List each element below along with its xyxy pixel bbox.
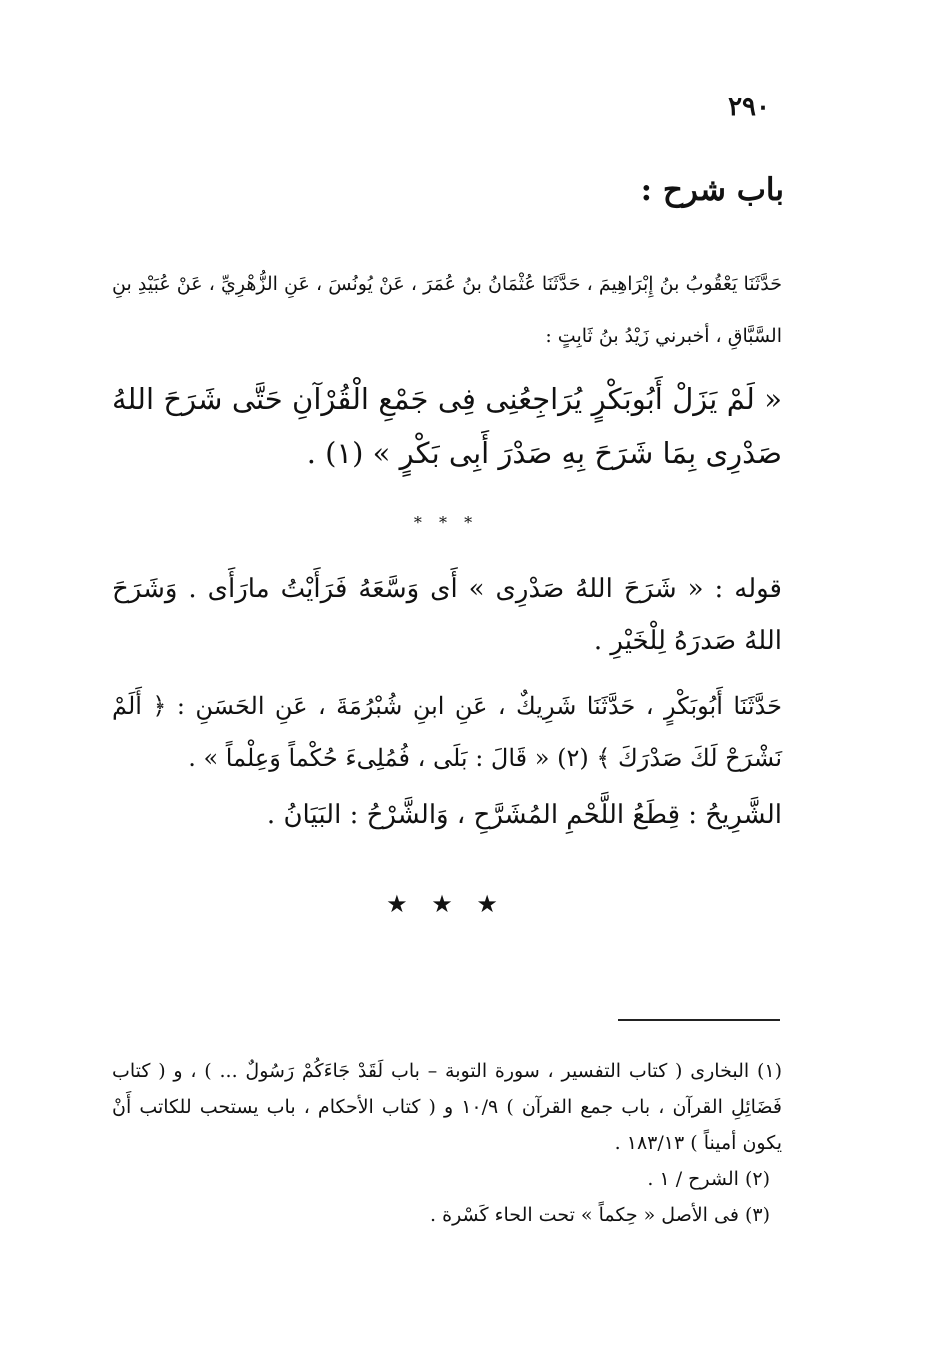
hadith-paragraph: « لَمْ يَزَلْ أَبُوبَكْرٍ يُرَاجِعُنِى فِى جَمْعِ الْقُرْآنِ حَتَّى شَرَحَ اللهُ صَدْرِى بِمَا شَرَحَ بِهِ صَدْرَ أَبِى بَكْرٍ » (١) . <box>112 382 782 470</box>
chapter-title: باب شرح : <box>640 172 784 208</box>
section-separator-small: * * * <box>413 513 479 532</box>
sharh-definition-paragraph: الشَّرِيحُ : قِطَعُ اللَّحْمِ المُشَرَّحِ ، وَالشَّرْحُ : البَيَانُ . <box>266 800 782 830</box>
footnote-divider <box>618 1019 780 1021</box>
section-separator-big: ★ ★ ★ <box>386 890 506 918</box>
footnote-1: (١) البخارى ( كتاب التفسير ، سورة التوبة – باب لَقَدْ جَاءَكُمْ رَسُولٌ ... ) ، و ( كتاب فَضَائِلِ القرآن ، باب جمع القرآن ) ١٠/٩ و ( كتاب الأحكام ، باب يستحب للكاتب أَنْ يكون أميناً ) ١٨٣/١٣ . <box>112 1060 782 1154</box>
footnotes <box>112 1053 782 1233</box>
page-number: ٢٩٠ <box>728 92 770 122</box>
footnote-2: (٢) الشرح / ١ . <box>647 1168 770 1190</box>
hasan-narration-paragraph: حَدَّثَنَا أَبُوبَكْرٍ ، حَدَّثَنَا شَرِيكٌ ، عَنِ ابنِ شُبْرُمَةَ ، عَنِ الحَسَنِ : ﴿ أَلَمْ نَشْرَحْ لَكَ صَدْرَكَ ﴾ (٢) « قَالَ : بَلَى ، فُمُلِىءَ حُكْماً وَعِلْماً » . <box>112 692 782 772</box>
commentary-paragraph: قوله : « شَرَحَ اللهُ صَدْرِى » أَى وَسَّعَهُ فَرَأَيْتُ مارَأَى . وَشَرَحَ اللهُ صَدرَهُ لِلْخَيْرِ . <box>112 574 782 656</box>
footnote-3: (٣) فى الأصل « حِكماً » تحت الحاء كَسْرة . <box>430 1204 770 1226</box>
isnad-paragraph: حَدَّثَنَا يَعْقُوبُ بنُ إِبْرَاهِيمَ ، حَدَّثَنَا عُثْمَانُ بنُ عُمَرَ ، عَنْ يُونُسَ ، عَنِ الزُّهْرِيِّ ، عَنْ عُبَيْدِ بنِ السَّبَّاقِ ، أخبرني زَيْدُ بنُ ثَابِتٍ : <box>112 273 782 347</box>
